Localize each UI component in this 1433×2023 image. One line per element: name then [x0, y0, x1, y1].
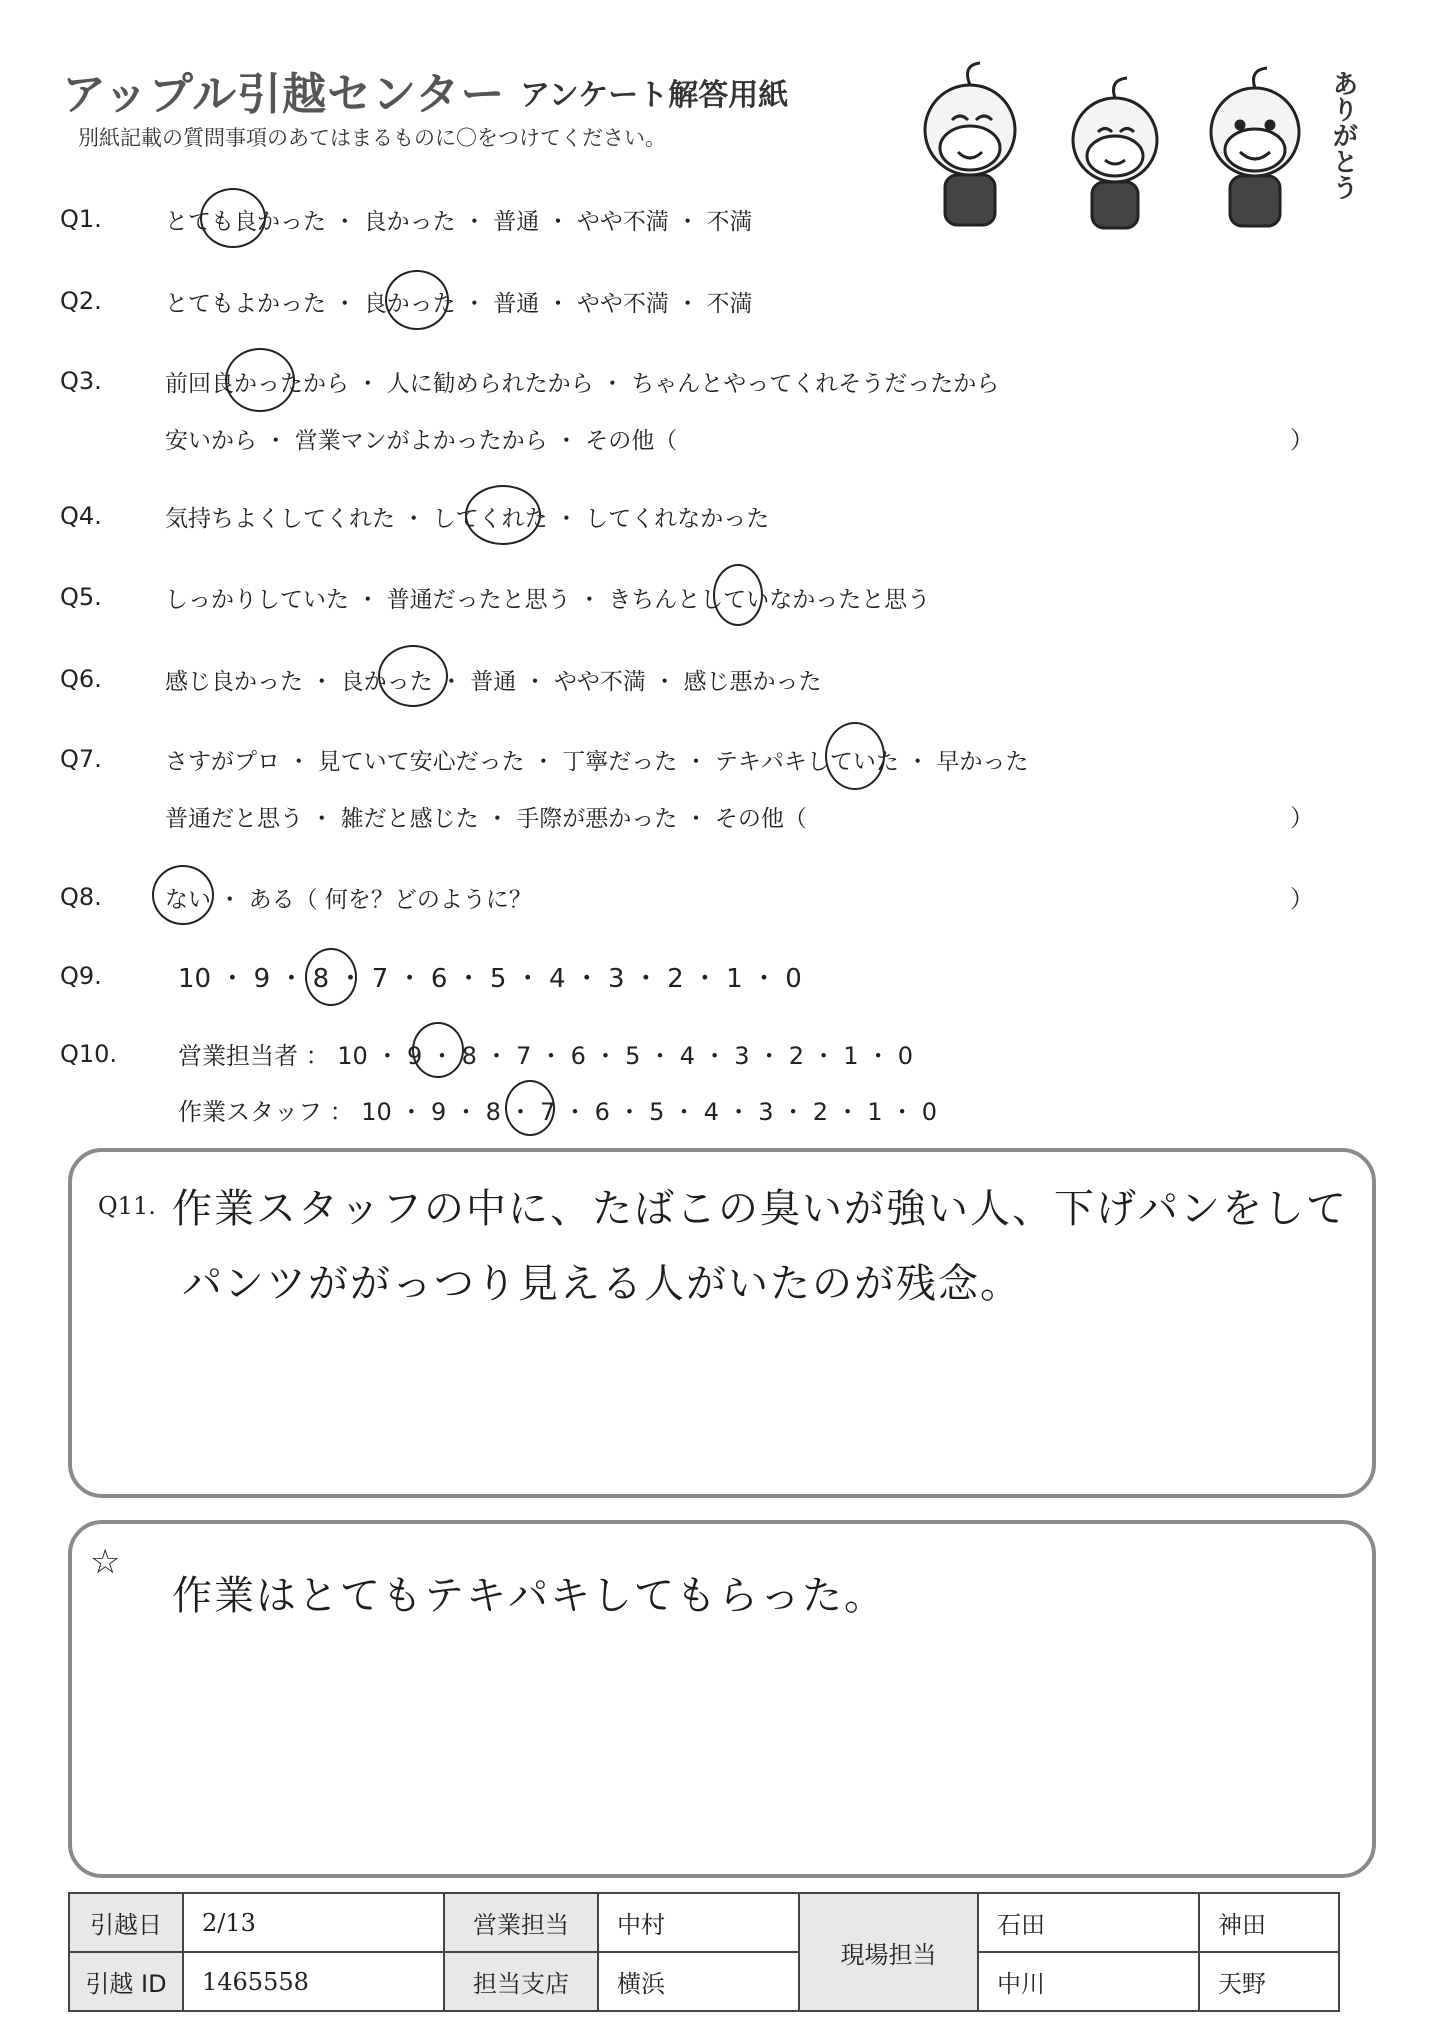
q7-answer-circle	[825, 722, 885, 790]
sales-rep-label: 営業担当	[444, 1893, 598, 1952]
site-staff-1: 石田	[978, 1893, 1199, 1952]
q7-label: Q7.	[60, 745, 102, 773]
company-title: アップル引越センター	[62, 69, 506, 120]
free-comment-box	[68, 1520, 1376, 1878]
thanks-text: ありがとう	[1328, 70, 1358, 200]
q2-label: Q2.	[60, 287, 102, 315]
q5-answer-circle	[713, 564, 763, 626]
site-staff-2: 神田	[1199, 1893, 1339, 1952]
q9-options: 10 ・ 9 ・ 8 ・ 7 ・ 6 ・ 5 ・ 4 ・ 3 ・ 2 ・ 1 ・ 0	[178, 964, 802, 994]
move-date-value: 2/13	[183, 1893, 444, 1952]
q6-answer-circle	[378, 645, 448, 707]
site-staff-4: 天野	[1199, 1952, 1339, 2011]
q8-answer-circle	[152, 865, 214, 925]
q11-label: Q11.	[98, 1192, 156, 1220]
q3-close-paren: ）	[1290, 426, 1314, 454]
monkey-3-icon	[1211, 68, 1299, 226]
q5-label: Q5.	[60, 583, 102, 611]
q1-answer-circle	[200, 188, 266, 248]
q11-answer-line2: パンツががっつり見える人がいたのが残念。	[182, 1261, 1022, 1307]
q3-label: Q3.	[60, 367, 102, 395]
q10-staff-options: 作業スタッフ ： 10 ・ 9 ・ 8 ・ 7 ・ 6 ・ 5 ・ 4 ・ 3 ・ 2 ・ 1 ・ 0	[178, 1098, 938, 1126]
move-id-value: 1465558	[183, 1952, 444, 2011]
site-staff-label: 現場担当	[799, 1893, 978, 2011]
q4-label: Q4.	[60, 502, 102, 530]
q2-options: とてもよかった ・ 良かった ・ 普通 ・ やや不満 ・ 不満	[165, 291, 753, 317]
q4-options: 気持ちよくしてくれた ・ してくれた ・ してくれなかった	[165, 506, 770, 532]
q9-answer-circle	[305, 948, 357, 1006]
branch-value: 横浜	[598, 1952, 799, 2011]
q6-label: Q6.	[60, 665, 102, 693]
move-id-label: 引越 ID	[69, 1952, 183, 2011]
q3-options-line2: 安いから ・ 営業マンがよかったから ・ その他（	[165, 428, 678, 454]
monkey-2-icon	[1073, 78, 1157, 228]
q8-options: ない ・ ある（ 何を？どのように？	[165, 887, 532, 913]
monkey-1-icon	[925, 63, 1015, 225]
q4-answer-circle	[465, 485, 541, 545]
q1-options: とても良かった ・ 良かった ・ 普通 ・ やや不満 ・ 不満	[165, 209, 753, 235]
q10-staff-answer-circle	[505, 1080, 555, 1136]
q7-options-line2: 普通だと思う ・ 雑だと感じた ・ 手際が悪かった ・ その他（	[165, 806, 807, 832]
free-comment-text: 作業はとてもテキパキしてもらった。	[172, 1573, 886, 1619]
q10-sales-options: 営業担当者 ： 10 ・ 9 ・ 8 ・ 7 ・ 6 ・ 5 ・ 4 ・ 3 ・ 2 ・ 1 ・ 0	[178, 1042, 914, 1070]
monkey-mascots-illustration	[900, 60, 1340, 235]
q3-answer-circle	[225, 348, 295, 412]
q11-comment-box	[68, 1148, 1376, 1498]
q6-options: 感じ良かった ・ 良かった ・ 普通 ・ やや不満 ・ 感じ悪かった	[165, 669, 822, 695]
q9-label: Q9.	[60, 962, 102, 990]
star-icon: ☆	[90, 1542, 121, 1582]
q8-label: Q8.	[60, 883, 102, 911]
form-subtitle: アンケート解答用紙	[520, 78, 789, 113]
site-staff-3: 中川	[978, 1952, 1199, 2011]
move-info-table	[68, 1892, 1340, 2012]
sales-rep-value: 中村	[598, 1893, 799, 1952]
move-date-label: 引越日	[69, 1893, 183, 1952]
q3-options-line1: 前回良かったから ・ 人に勧められたから ・ ちゃんとやってくれそうだったから	[165, 371, 1000, 397]
q8-close-paren: ）	[1290, 885, 1314, 913]
q11-answer-line1: 作業スタッフの中に、たばこの臭いが強い人、下げパンをして	[172, 1186, 1348, 1232]
branch-label: 担当支店	[444, 1952, 598, 2011]
q10-sales-answer-circle	[412, 1022, 464, 1078]
instruction-text: 別紙記載の質問事項のあてはまるものに〇をつけてください。	[78, 126, 666, 150]
q1-label: Q1.	[60, 205, 102, 233]
q7-options-line1: さすがプロ ・ 見ていて安心だった ・ 丁寧だった ・ テキパキしていた ・ 早かった	[165, 749, 1029, 775]
q7-close-paren: ）	[1290, 804, 1314, 832]
q2-answer-circle	[385, 270, 449, 330]
q10-label: Q10.	[60, 1040, 118, 1068]
q5-options: しっかりしていた ・ 普通だったと思う ・ きちんとしていなかったと思う	[165, 587, 931, 613]
